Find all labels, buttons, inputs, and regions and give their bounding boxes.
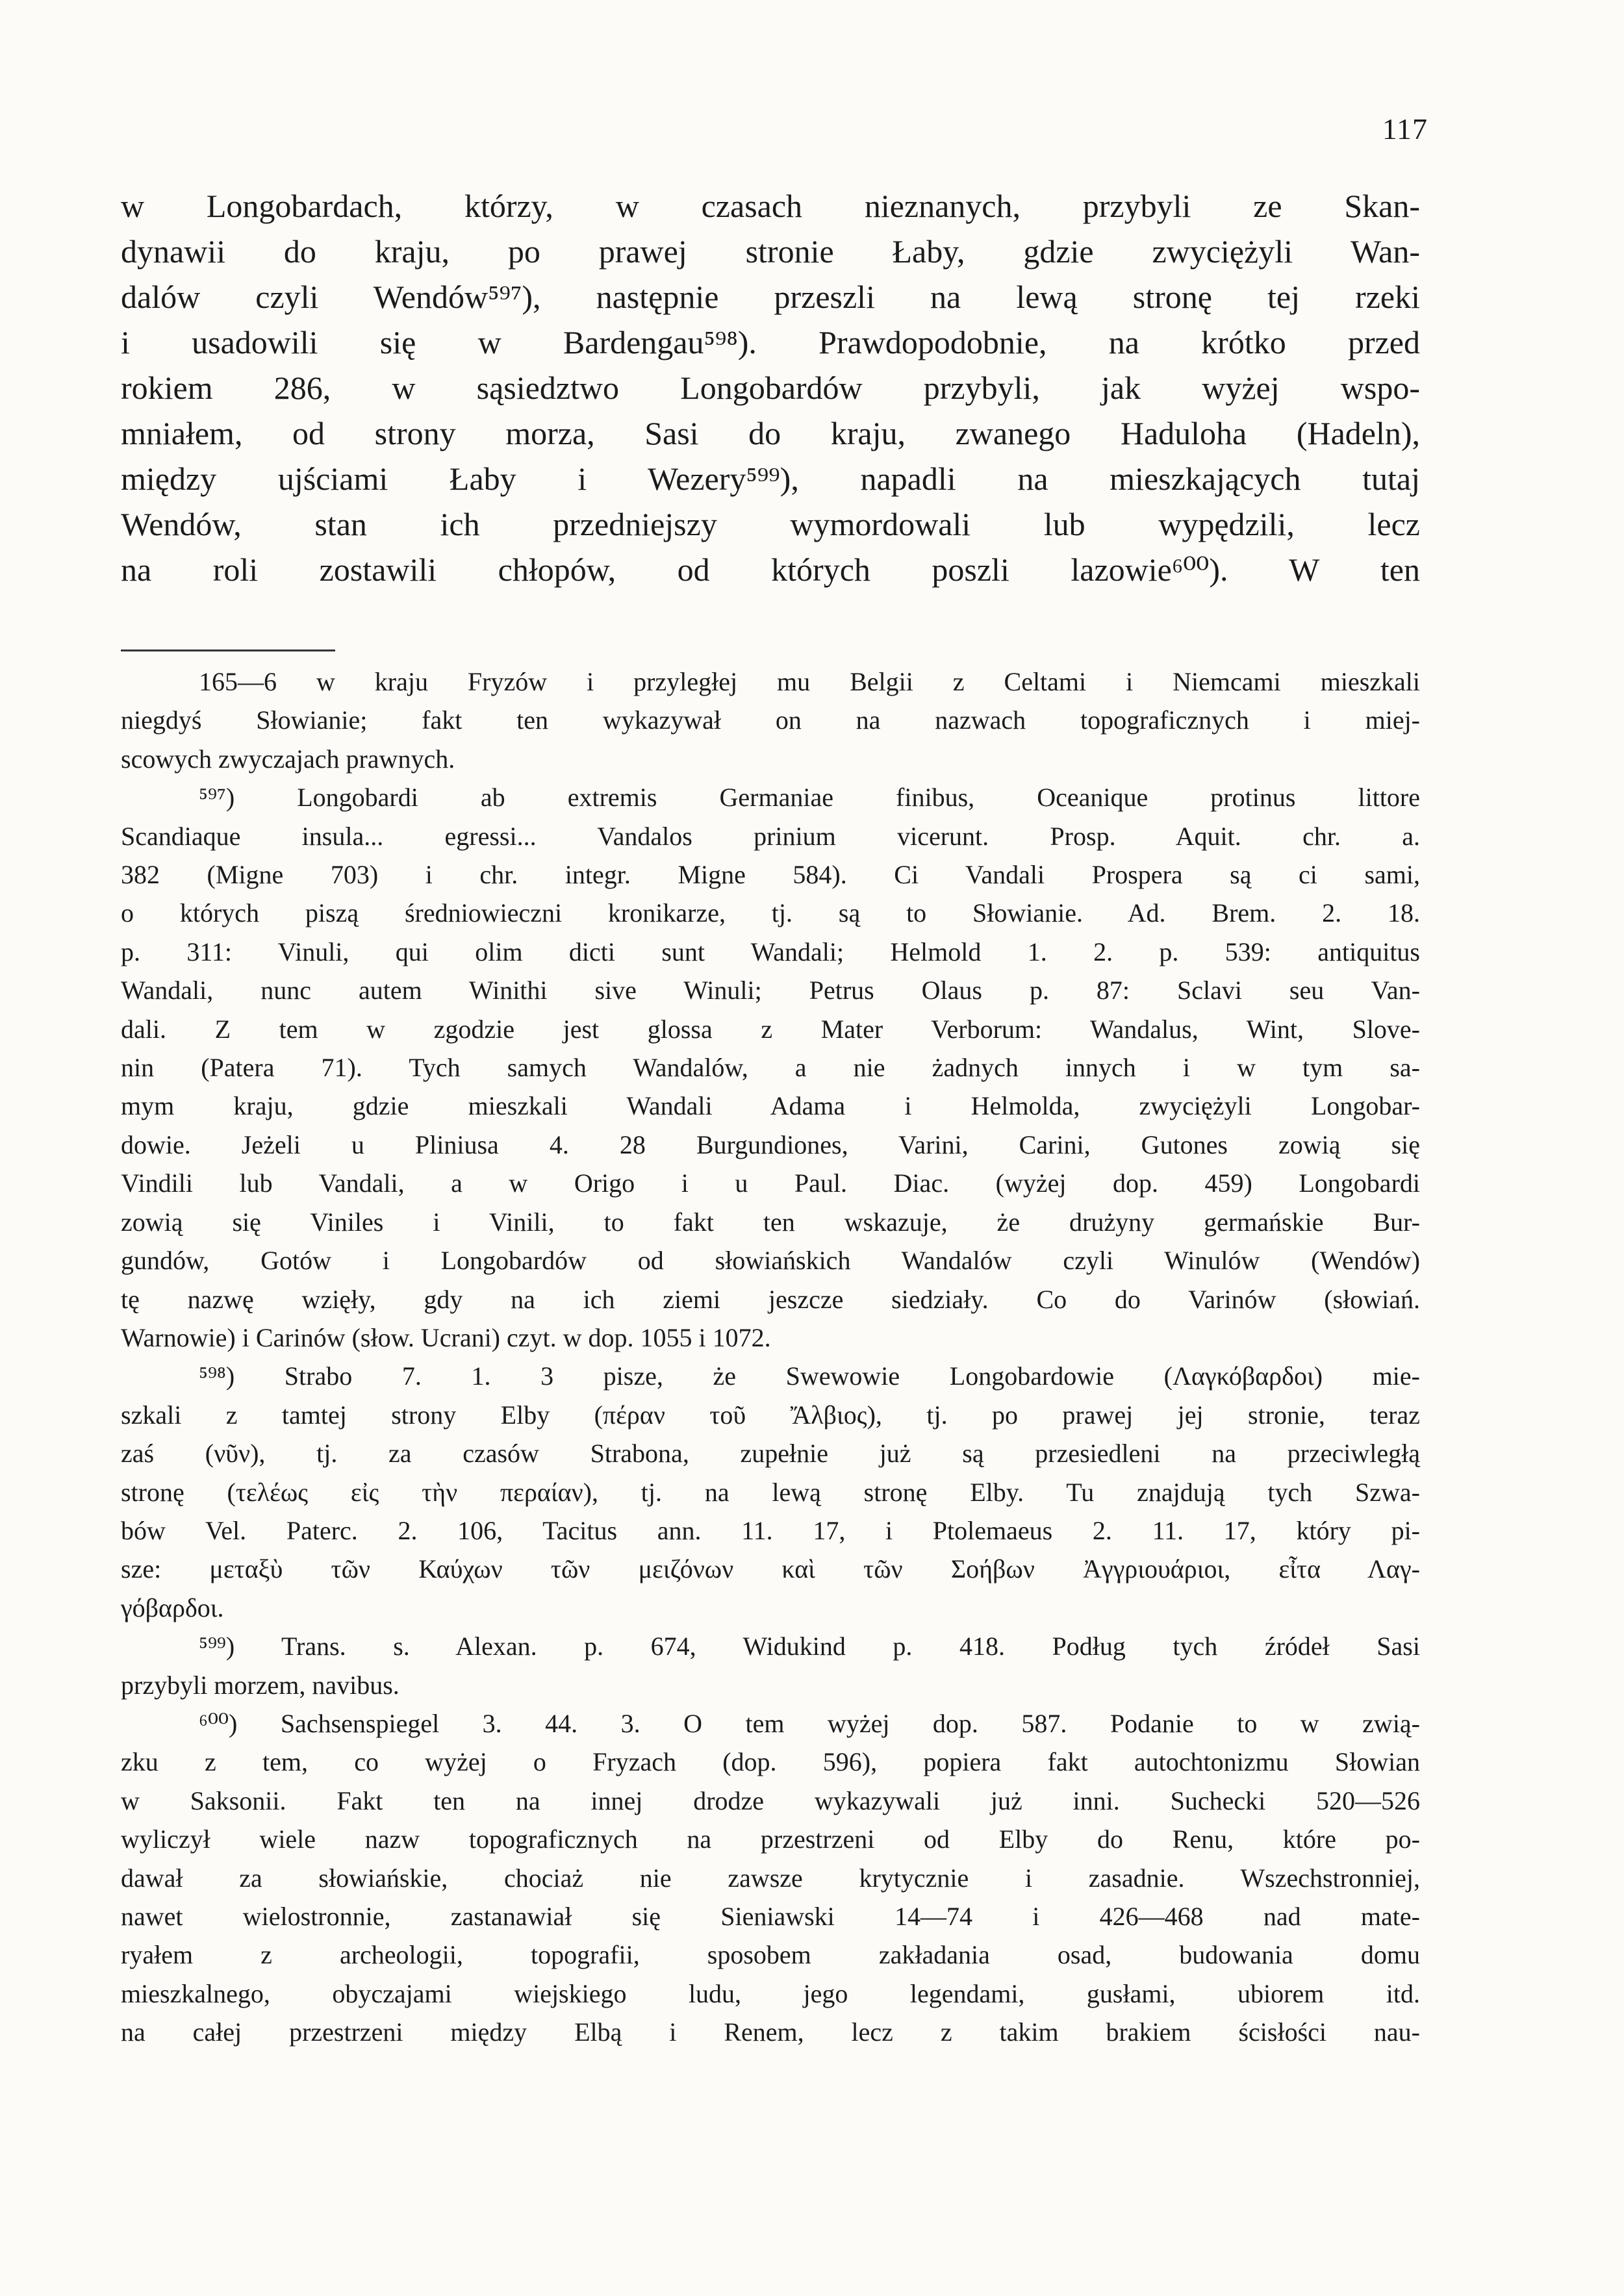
footnote-line: mym kraju, gdzie mieszkali Wandali Adama i Helmolda, zwyciężyli Longobar-	[121, 1091, 1420, 1121]
footnote-line: gundów, Gotów i Longobardów od słowiańskich Wandalów czyli Winulów (Wendów)	[121, 1246, 1420, 1276]
footnote-line: scowych zwyczajach prawnych.	[121, 744, 455, 774]
footnote-600	[121, 1704, 1420, 2052]
footnote-line: γόβαρδοι.	[121, 1593, 224, 1622]
footnote-line: przybyli morzem, navibus.	[121, 1670, 400, 1700]
main-text-line: Wendów, stan ich przedniejszy wymordowali lub wypędzili, lecz	[121, 506, 1420, 542]
footnote-598	[121, 1357, 1420, 1627]
footnote-597	[121, 778, 1420, 1357]
footnote-line: dowie. Jeżeli u Pliniusa 4. 28 Burgundiones, Varini, Carini, Gutones zowią się	[121, 1129, 1420, 1159]
footnote-line: zaś (νῦν), tj. za czasów Strabona, zupełnie już są przesiedleni na przeciwległą	[121, 1439, 1420, 1469]
footnote-line: dawał za słowiańskie, chociaż nie zawsze krytycznie i zasadnie. Wszechstronniej,	[121, 1863, 1420, 1893]
footnote-line: Wandali, nunc autem Winithi sive Winuli; Petrus Olaus p. 87: Sclavi seu Van-	[121, 976, 1420, 1005]
main-text-line: w Longobardach, którzy, w czasach nieznanych, przybyli ze Skan-	[121, 188, 1420, 224]
footnote-line: na całej przestrzeni między Elbą i Renem, lecz z takim brakiem ścisłości nau-	[121, 2017, 1420, 2047]
footnote-line: zowią się Viniles i Vinili, to fakt ten wskazuje, że drużyny germańskie Bur-	[121, 1207, 1420, 1237]
footnote-line: nawet wielostronnie, zastanawiał się Sieniawski 14—74 i 426—468 nad mate-	[121, 1902, 1420, 1931]
main-text-line: rokiem 286, w sąsiedztwo Longobardów przybyli, jak wyżej wspo-	[121, 370, 1420, 406]
footnote-line: stronę (τελέως εἰς τὴν περαίαν), tj. na lewą stronę Elby. Tu znajdują tych Szwa-	[121, 1477, 1420, 1507]
footnote-165	[121, 662, 1420, 778]
footnote-599	[121, 1627, 1420, 1704]
footnote-line: ⁵⁹⁷) Longobardi ab extremis Germaniae finibus, Oceanique protinus littore	[199, 783, 1420, 813]
footnote-line: ⁶⁰⁰) Sachsenspiegel 3. 44. 3. O tem wyżej dop. 587. Podanie to w zwią-	[199, 1708, 1420, 1738]
main-text-line: na roli zostawili chłopów, od których poszli lazowie⁶⁰⁰). W ten	[121, 551, 1420, 588]
footnote-line: niegdyś Słowianie; fakt ten wykazywał on na nazwach topograficznych i miej-	[121, 705, 1420, 735]
footnote-line: nin (Patera 71). Tych samych Wandalów, a nie żadnych innych i w tym sa-	[121, 1053, 1420, 1083]
footnote-line: o których piszą średniowieczni kronikarze, tj. są to Słowianie. Ad. Brem. 2. 18.	[121, 898, 1420, 928]
page-number: 117	[1382, 112, 1428, 145]
footnote-line: dali. Z tem w zgodzie jest glossa z Mater Verborum: Wandalus, Wint, Slove-	[121, 1014, 1420, 1044]
main-text-line: i usadowili się w Bardengau⁵⁹⁸). Prawdopodobnie, na krótko przed	[121, 324, 1420, 360]
footnote-line: bów Vel. Paterc. 2. 106, Tacitus ann. 11. 17, i Ptolemaeus 2. 11. 17, który pi-	[121, 1515, 1420, 1545]
main-text-line: dynawii do kraju, po prawej stronie Łaby, gdzie zwyciężyli Wan-	[121, 233, 1420, 270]
footnote-line: wyliczył wiele nazw topograficznych na przestrzeni od Elby do Renu, które po-	[121, 1824, 1420, 1854]
footnote-line: 165—6 w kraju Fryzów i przyległej mu Belgii z Celtami i Niemcami mieszkali	[199, 667, 1420, 696]
footnote-line: Warnowie) i Carinów (słow. Ucrani) czyt. w dop. 1055 i 1072.	[121, 1322, 771, 1352]
main-text-line: między ujściami Łaby i Wezery⁵⁹⁹), napadli na mieszkających tutaj	[121, 460, 1420, 497]
footnotes	[121, 662, 1420, 2052]
footnote-line: tę nazwę wzięły, gdy na ich ziemi jeszcze siedziały. Co do Varinów (słowiań.	[121, 1284, 1420, 1314]
footnote-line: ryałem z archeologii, topografii, sposobem zakładania osad, budowania domu	[121, 1940, 1420, 1970]
footnote-line: Scandiaque insula... egressi... Vandalos prinium vicerunt. Prosp. Aquit. chr. a.	[121, 821, 1420, 851]
footnote-separator	[121, 650, 335, 651]
footnote-line: 382 (Migne 703) i chr. integr. Migne 584). Ci Vandali Prospera są ci sami,	[121, 860, 1420, 890]
main-text	[121, 183, 1420, 592]
footnote-line: ⁵⁹⁹) Trans. s. Alexan. p. 674, Widukind p. 418. Podług tych źródeł Sasi	[199, 1632, 1420, 1661]
footnote-line: w Saksonii. Fakt ten na innej drodze wykazywali już inni. Suchecki 520—526	[121, 1785, 1420, 1815]
footnote-line: zku z tem, co wyżej o Fryzach (dop. 596), popiera fakt autochtonizmu Słowian	[121, 1747, 1420, 1777]
main-text-line: dalów czyli Wendów⁵⁹⁷), następnie przeszli na lewą stronę tej rzeki	[121, 279, 1420, 315]
main-text-line: mniałem, od strony morza, Sasi do kraju, zwanego Haduloha (Hadeln),	[121, 415, 1420, 451]
footnote-line: Vindili lub Vandali, a w Origo i u Paul. Diac. (wyżej dop. 459) Longobardi	[121, 1168, 1420, 1198]
footnote-line: sze: μεταξὺ τῶν Καύχων τῶν μειζόνων καὶ τῶν Σοήβων Ἀγγριουάριοι, εἶτα Λαγ-	[121, 1554, 1420, 1584]
footnote-line: mieszkalnego, obyczajami wiejskiego ludu, jego legendami, gusłami, ubiorem itd.	[121, 1978, 1420, 2008]
footnote-line: ⁵⁹⁸) Strabo 7. 1. 3 pisze, że Swewowie Longobardowie (Λαγκόβαρδοι) mie-	[199, 1361, 1420, 1391]
footnote-line: szkali z tamtej strony Elby (πέραν τοῦ Ἄλβιος), tj. po prawej jej stronie, teraz	[121, 1400, 1420, 1430]
footnote-line: p. 311: Vinuli, qui olim dicti sunt Wandali; Helmold 1. 2. p. 539: antiquitus	[121, 937, 1420, 966]
